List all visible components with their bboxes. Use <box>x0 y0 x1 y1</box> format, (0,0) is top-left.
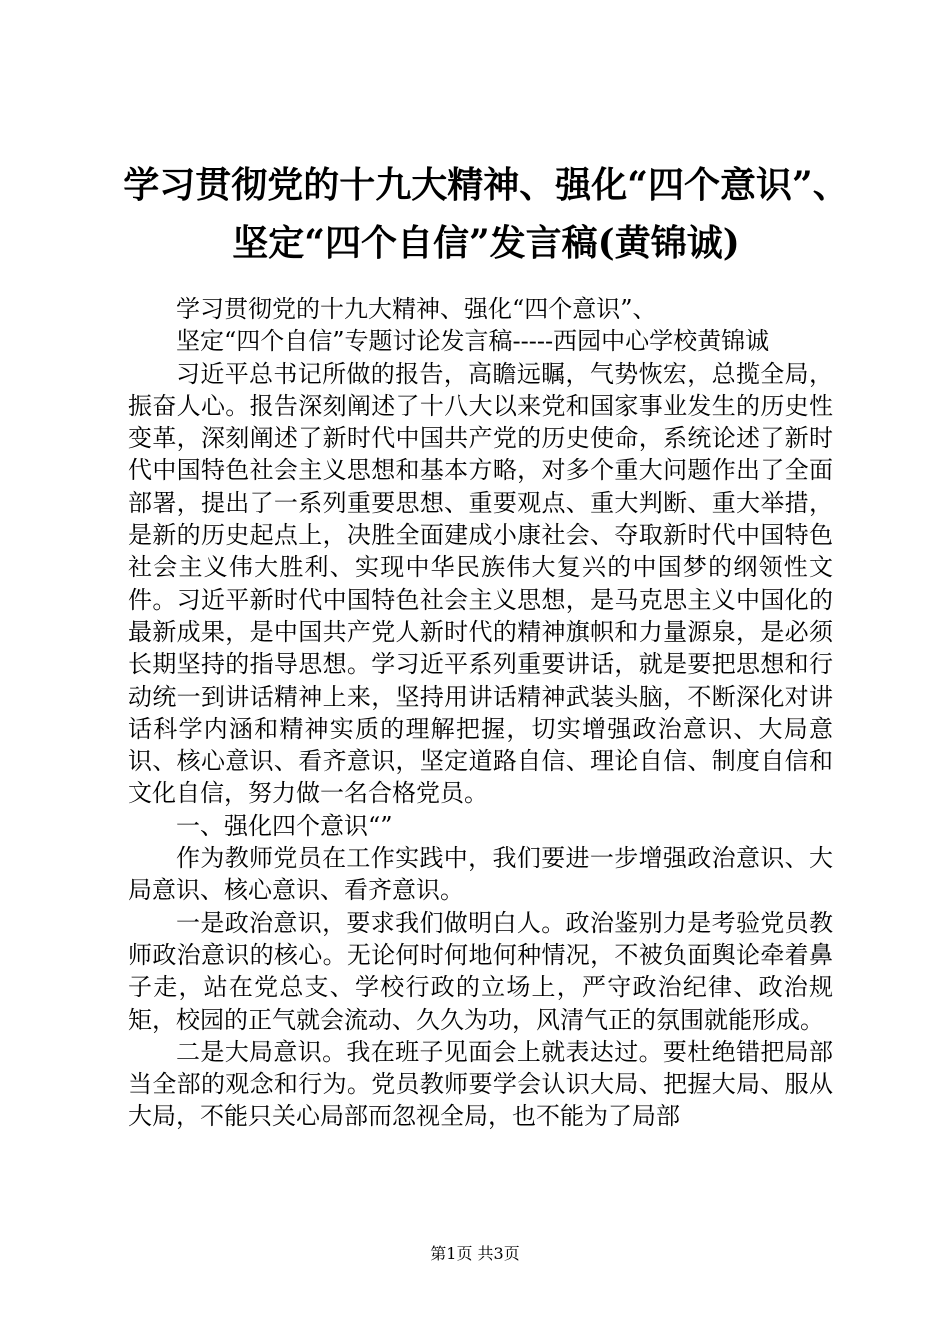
document-body <box>128 293 833 1133</box>
paragraph-subtitle-1: 学习贯彻党的十九大精神、强化“四个意识”、 <box>176 295 657 323</box>
document-title-line-2: 坚定“四个自信”发言稿(黄锦诚) <box>232 222 740 264</box>
section-heading: 一、强化四个意识“” <box>176 811 393 840</box>
paragraph: 二是大局意识。我在班子见面会上就表达过。要杜绝错把局部当全部的观念和行为。党员教师要学会认识大局、把握大局、服从大局，不能只关心局部而忽视全局，也不能为了局部 <box>128 1037 833 1131</box>
page-number-footer: 第1页 共3页 <box>430 1244 520 1263</box>
paragraph-intro: 习近平总书记所做的报告，高瞻远瞩，气势恢宏，总揽全局，振奋人心。报告深刻阐述了十八大以来党和国家事业发生的历史性变革，深刻阐述了新时代中国共产党的历史使命，系统论述了新时代中国特色社会主义思想和基本方略，对多个重大问题作出了全面部署，提出了一系列重要思想、重要观点、重大判断、重大举措，是新的历史起点上，决胜全面建成小康社会、夺取新时代中国特色社会主义伟大胜利、实现中华民族伟大复兴的中国梦的纲领性文件。习近平新时代中国特色社会主义思想，是马克思主义中国化的最新成果，是中国共产党人新时代的精神旗帜和力量源泉，是必须长期坚持的指导思想。学习近平系列重要讲话，就是要把思想和行动统一到讲话精神上来，坚持用讲话精神武装头脑，不断深化对讲话科学内涵和精神实质的理解把握，切实增强政治意识、大局意识、核心意识、看齐意识，坚定道路自信、理论自信、制度自信和文化自信，努力做一名合格党员。 <box>128 359 833 808</box>
paragraph: 一是政治意识，要求我们做明白人。政治鉴别力是考验党员教师政治意识的核心。无论何时何地何种情况，不被负面舆论牵着鼻子走，站在党总支、学校行政的立场上，严守政治纪律、政治规矩，校园的正气就会流动、久久为功，风清气正的氛围就能形成。 <box>128 908 833 1034</box>
paragraph-subtitle-2: 坚定“四个自信”专题讨论发言稿-----西园中心学校黄锦诚 <box>176 327 770 356</box>
document-title-line-1: 学习贯彻党的十九大精神、强化“四个意识”、 <box>123 164 849 206</box>
paragraph: 作为教师党员在工作实践中，我们要进一步增强政治意识、大局意识、核心意识、看齐意识。 <box>128 844 833 905</box>
